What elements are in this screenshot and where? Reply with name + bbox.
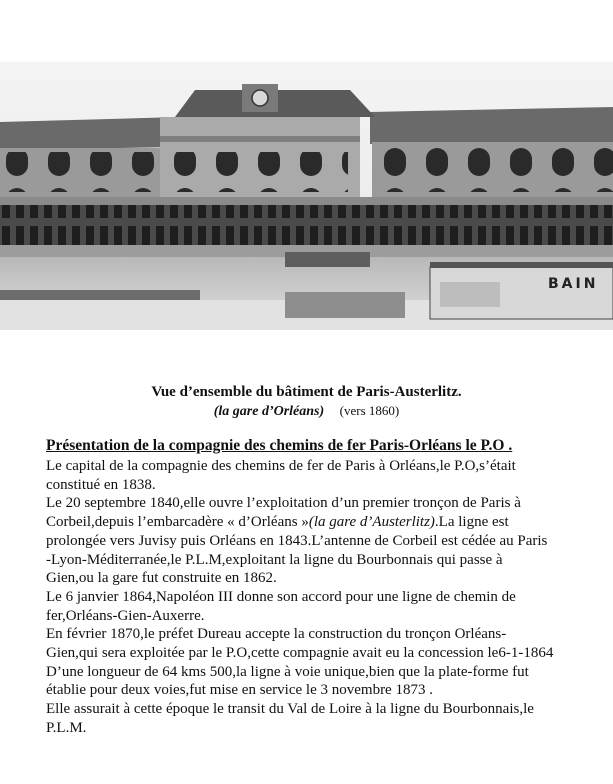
paragraph-line: établie pour deux voies,fut mise en service le 3 novembre 1873 . bbox=[46, 682, 433, 699]
line-italic-text: (la gare d’Austerlitz) bbox=[308, 514, 435, 531]
caption-date: (vers 1860) bbox=[339, 403, 400, 418]
paragraph-line: P.L.M. bbox=[46, 719, 87, 736]
photo-caption-title: Vue d’ensemble du bâtiment de Paris-Austerlitz. bbox=[151, 384, 462, 400]
section-heading: Présentation de la compagnie des chemins de fer Paris-Orléans le P.O . bbox=[46, 437, 513, 454]
paragraph-line: fer,Orléans-Gien-Auxerre. bbox=[46, 607, 205, 624]
caption-subtitle: (la gare d’Orléans) bbox=[213, 404, 325, 419]
paragraph-line: En février 1870,le préfet Dureau accepte la construction du tronçon Orléans- bbox=[46, 626, 507, 643]
station-photograph bbox=[0, 62, 613, 330]
paragraph-line: Le 20 septembre 1840,elle ouvre l’exploitation d’un premier tronçon de Paris à bbox=[46, 495, 521, 512]
bath-boat-sign: BAIN bbox=[548, 276, 599, 292]
paragraph-line-mixed bbox=[46, 513, 606, 532]
paragraph-line: prolongée vers Juvisy puis Orléans en 1843.L’antenne de Corbeil est cédée au Paris bbox=[46, 532, 548, 549]
paragraph-line: constitué en 1838. bbox=[46, 476, 156, 493]
line-text: .La ligne est bbox=[434, 514, 509, 531]
paragraph-line: Gien,ou la gare fut construite en 1862. bbox=[46, 570, 277, 587]
paragraph-line: Le 6 janvier 1864,Napoléon III donne son accord pour une ligne de chemin de bbox=[46, 588, 516, 605]
paragraph-line: D’une longueur de 64 kms 500,la ligne à voie unique,bien que la plate-forme fut bbox=[46, 663, 529, 680]
paragraph-line: -Lyon-Méditerranée,le P.L.M,exploitant la ligne du Bourbonnais qui passe à bbox=[46, 551, 503, 568]
document-body bbox=[46, 457, 606, 738]
paragraph-line: Le capital de la compagnie des chemins de fer de Paris à Orléans,le P.O,s’était bbox=[46, 458, 516, 474]
photo-caption-subtitle bbox=[0, 403, 613, 420]
line-text: Corbeil,depuis l’embarcadère « d’Orléans » bbox=[46, 514, 309, 531]
paragraph-line: Elle assurait à cette époque le transit du Val de Loire à la ligne du Bourbonnais,le bbox=[46, 701, 534, 718]
paragraph-line: Gien,qui sera exploitée par le P.O,cette compagnie avait eu la concession le6-1-1864 bbox=[46, 645, 554, 662]
